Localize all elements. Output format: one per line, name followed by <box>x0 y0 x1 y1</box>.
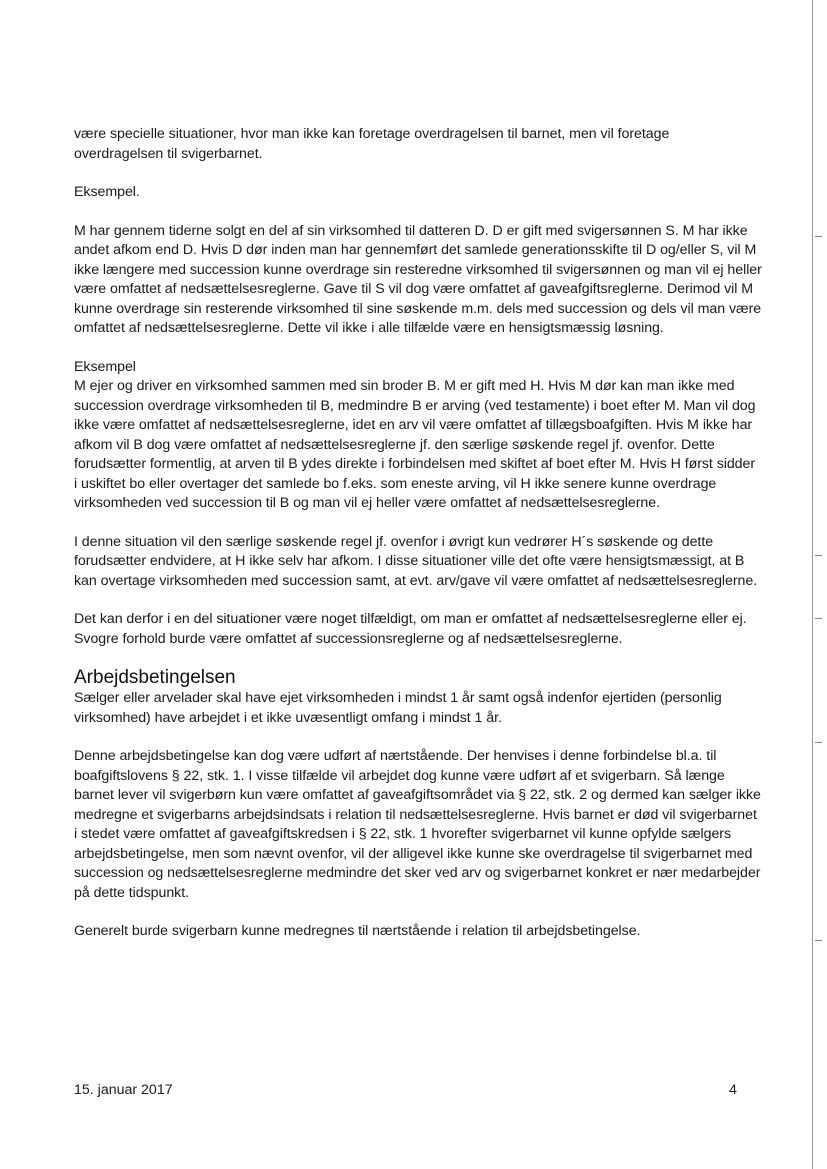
paragraph-intro: være specielle situationer, hvor man ikke kan foretage overdragelsen til barnet, men vil foretage overdragelsen til svigerbarnet. <box>74 126 670 162</box>
page-edge-line <box>812 0 813 1169</box>
margin-tick <box>815 742 822 743</box>
example-text: M har gennem tiderne solgt en del af sin virksomhed til datteren D. D er gift med svigersønnen S. M har ikke andet afkom end D. Hvis D dør inden man har gennemført det samlede generationsskifte til D og/eller S, vil M ikke længere med succession kunne overdrage sin resteredne virksomhed til svigersønnen og man vil ej heller være omfattet af nedsættelsesreglerne. Gave til S vil dog være omfattet af gaveafgiftsreglerne. Derimod vil M kunne overdrage sin resterende virksomhed til sine søskende m.m. dels med succession og dels vil man være omfattet af nedsættelsesreglerne. Dette vil ikke i alle tilfælde være en hensigtsmæssig løsning. <box>74 222 762 336</box>
margin-tick <box>815 236 822 237</box>
document-body <box>74 125 762 942</box>
section-paragraph: Denne arbejdsbetingelse kan dog være udført af nærtstående. Der henvises i denne forbindelse bl.a. til boafgiftslovens § 22, stk. 1. I visse tilfælde vil arbejdet dog kunne være udført af et svigerbarn. Så længe barnet lever vil svigerbørn kun være omfattet af gaveafgiftsområdet via § 22, stk. 2 og dermed kan sælger ikke medregne et svigerbarns arbejdsindsats i relation til nedsættelsesreglerne. Hvis barnet er død vil svigerbarnet i stedet være omfattet af gaveafgiftskredsen i § 22, stk. 1 hvorefter svigerbarnet vil kunne opfylde sælgers arbejdsbetingelse, men som nævnt ovenfor, vil der alligevel ikke kunne ske overdragelse til svigerbarnet med succession og nedsættelsesreglerne medmindre det sker ved arv og svigerbarnet konkret er nær medarbejder på dette tidspunkt. <box>74 748 761 901</box>
section-heading: Arbejdsbetingelsen <box>74 667 236 688</box>
margin-tick <box>815 555 822 556</box>
example-label: Eksempel <box>74 358 136 375</box>
footer-date: 15. januar 2017 <box>74 1082 173 1098</box>
section-paragraph: Generelt burde svigerbarn kunne medregnes til nærtstående i relation til arbejdsbetingelse. <box>74 923 641 939</box>
margin-tick <box>815 940 822 941</box>
example-label: Eksempel. <box>74 184 140 200</box>
margin-tick <box>815 618 822 619</box>
section-paragraph: Sælger eller arvelader skal have ejet virksomheden i mindst 1 år samt også indenfor ejertiden (personlig virksomhed) have arbejdet i et ikke uvæsentligt omfang i mindst 1 år. <box>74 690 722 726</box>
example-text: M ejer og driver en virksomhed sammen med sin broder B. M er gift med H. Hvis M dør kan man ikke med succession overdrage virksomheden til B, medmindre B er arving (ved testamente) i boet efter M. Man vil dog ikke være omfattet af nedsættelsesreglerne, idet en arv vil være omfattet af tillægsboafgiften. Hvis M ikke har afkom vil B dog være omfattet af nedsættelsesreglerne jf. den særlige søskende regel jf. ovenfor. Dette forudsætter formentlig, at arven til B ydes direkte i forbindelsen med skiftet af boet efter M. Hvis H først sidder i uskiftet bo eller overtager det samlede bo f.eks. som eneste arving, vil H ikke senere kunne overdrage virksomheden ved succession til B og man vil ej heller være omfattet af nedsættelsesreglerne. <box>74 378 756 511</box>
page-number: 4 <box>729 1082 737 1098</box>
paragraph-tilfaeldigt: Det kan derfor i en del situationer være noget tilfældigt, om man er omfattet af nedsættelsesreglerne eller ej. Svogre forhold burde være omfattet af successionsreglerne og af nedsættelsesreglerne. <box>74 611 747 647</box>
paragraph-situation: I denne situation vil den særlige søskende regel jf. ovenfor i øvrigt kun vedrører H´s søskende og dette forudsætter endvidere, at H ikke selv har afkom. I disse situationer ville det ofte være hensigtsmæssigt, at B kan overtage virksomheden med succession samt, at evt. arv/gave vil være omfattet af nedsættelsesreglerne. <box>74 533 758 589</box>
